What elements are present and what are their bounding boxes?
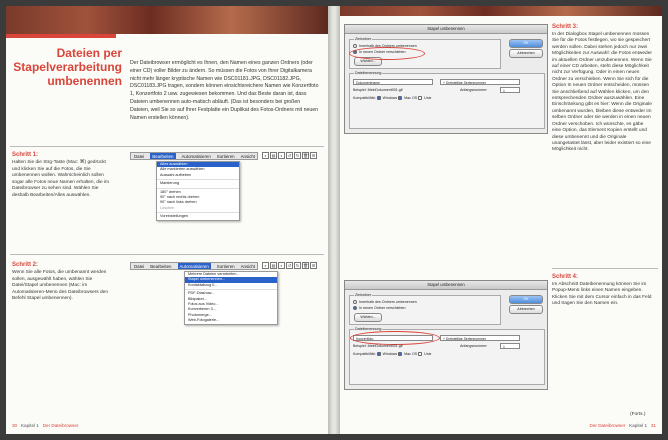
step2-text: Wenn Sie alle Fotos, die umbenannt werden sollen, ausgewählt haben, wählen Sie Datei/Stapel umbenennen (Mac: im Automatisieren-Menü des Dateibrowsers den Befehl Stapel umbenennen). [12,270,108,302]
view-icon[interactable]: ▤ [271,153,276,158]
menu-item[interactable]: 90° nach links drehen [160,200,197,205]
menu-icon[interactable]: ☰ [311,263,316,268]
highlight-ellipse [350,331,440,345]
menu-sortieren[interactable]: Sortieren [216,264,235,269]
header-photo [6,6,328,34]
menu-item[interactable]: Konvertieren 3... [188,307,216,312]
dialog-title: Stapel umbenennen [345,25,547,34]
menu-item[interactable]: Löschen [160,205,175,210]
page-number: 31 [650,423,656,428]
naming-group [349,73,545,129]
ok-button[interactable]: OK [509,295,543,304]
compat-mac-label: Mac OS [404,96,418,100]
menu-separator [157,212,239,213]
option-label: In neuen Ordner verschieben [359,306,406,310]
header-photo [340,6,662,16]
group-label: Zielordner [355,293,372,297]
left-page [6,6,328,434]
menu-item[interactable]: Stapel umbenennen... [185,277,277,282]
book-fold [328,6,340,434]
radio-icon [353,300,357,304]
option-label: Innerhalb des Ordners umbenennen [359,44,417,48]
search-icon[interactable]: ⌕ [262,262,269,269]
menu-item[interactable]: Alle markierten auswählen [160,167,205,172]
checkbox-unix[interactable] [418,96,422,100]
menu-item[interactable]: Kontaktabzug II... [188,282,218,287]
cancel-button[interactable]: Abbrechen [509,305,543,314]
menu-item[interactable]: Mehrere Dateien verarbeiten... [188,272,240,276]
menu-item[interactable]: Voreinstellungen [160,214,189,219]
compat-label: Kompatibilität: [353,352,376,356]
compat-windows-label: Windows [382,352,398,356]
dialog-title: Stapel umbenennen [345,281,547,290]
right-text-column [552,24,652,154]
step4-heading: Schritt 4: [552,274,579,280]
group-label: Dateibenennung [355,327,382,331]
menu-ansicht[interactable]: Ansicht [240,264,256,269]
title-accent-bar [6,34,116,38]
toolbar-1 [262,152,317,160]
compat-windows-label: Windows [382,96,398,100]
menu-item[interactable]: Auswahl aufheben [160,172,192,177]
menu-item[interactable]: Fotos aus Video... [188,302,219,307]
flag-icon[interactable]: ◐ [278,262,285,269]
choose-button[interactable]: Wählen... [354,313,382,322]
title-line: umbenennen [47,74,122,88]
menu-item[interactable]: PDF-Diashow... [188,291,215,296]
option-rename-same-folder[interactable] [353,300,417,304]
checkbox-windows[interactable] [377,96,381,100]
radio-icon [353,44,357,48]
checkbox-mac[interactable] [398,96,402,100]
trash-icon[interactable]: 🗑 [303,153,309,158]
page-title [12,46,122,88]
trash-icon[interactable]: 🗑 [303,263,309,268]
chapter-label: Kapitel 1 [20,423,39,428]
serial-field[interactable]: + Dreistellige Seriennummer [440,79,520,85]
rotate-left-icon[interactable]: ↺ [287,263,292,268]
start-number-label: Anfangsnummer: [460,344,488,348]
start-number-field[interactable]: 1 [500,87,520,93]
chapter-label: Kapitel 1 [629,423,648,428]
right-footer [590,423,656,428]
menu-icon[interactable]: ☰ [311,153,316,158]
batch-rename-dialog-2 [344,280,548,390]
divider [10,254,324,255]
compat-unix-label: Unix [424,96,432,100]
menu-bearbeiten[interactable]: Bearbeiten [152,154,174,159]
menu-item[interactable]: 180° drehen [160,189,181,194]
rotate-right-icon[interactable]: ↻ [295,263,300,268]
example-value: MeinDokument001.gif [367,344,403,348]
left-footer [12,423,78,428]
choose-button[interactable]: Wählen... [354,57,382,66]
rotate-right-icon[interactable]: ↻ [295,153,300,158]
example-value: MeinDokument001.gif [367,88,403,92]
right-text-column-2 [552,274,652,308]
chapter-title: Der Dateibrowser [589,423,626,428]
example-label: Beispiel: [353,88,367,92]
example-row [353,344,403,348]
step1-heading: Schritt 1: [12,152,39,158]
menu-bearbeiten[interactable]: Bearbeiten [150,264,172,269]
menu-item[interactable]: 90° nach rechts drehen [160,195,200,200]
menu-automatisieren[interactable]: Automatisieren [179,264,209,269]
view-icon[interactable]: ▤ [271,263,276,268]
menu-item[interactable]: Markierung [160,181,179,186]
compat-unix-label: Unix [424,352,432,356]
destination-group [349,295,501,325]
menu-separator [157,188,239,189]
bearbeiten-dropdown [156,161,240,221]
radio-icon [353,306,357,310]
menu-sortieren[interactable]: Sortieren [216,154,235,159]
menu-separator [157,179,239,180]
batch-rename-dialog-1 [344,24,548,134]
menu-datei[interactable]: Datei [134,154,145,159]
group-label: Zielordner [355,37,372,41]
example-row [353,88,403,92]
chapter-title: Der Dateibrowser [42,423,79,428]
step4-text: Im Abschnitt Dateibenennung können Sie im Popup-Menü links einen Namen eingeben. Klicken Sie mit dem Cursor einfach in das Feld und tragen Sie den Namen ein. [552,282,652,307]
toolbar-2 [262,262,317,270]
continued-label: (Forts.) [630,412,646,417]
name-field[interactable]: Konzertfoto [353,335,433,341]
menubar-1 [130,152,258,160]
menu-item[interactable]: Bildpaket... [188,296,207,301]
step3-text: In der Dialogbox Stapel umbenennen müssen Sie für die Fotos festlegen, wo sie gespeichert werden sollen. Dabei stehen jedoch nur zwei Möglichkeiten zur Auswahl: die Fotos entweder im aktuellen Ordner umzubenennen. Wenn Sie auf einer CD arbeiten, steht diese Möglichkeit nicht zur Verfügung. Oder in einen neuen Ordner zu verschieben. Wenn Sie sich für die Option In neuen Ordner entscheiden, müssen Sie anschließend auf Wählen klicken, um den entsprechenden Ordner auszuwählen. Eine Einschränkung gibt es hier: Wenn die Originale umbenannt wurden, bleiben diese entweder im selben Ordner oder sie werden in einen neuen Ordner verschoben. Ich wünschte, es gäbe eine Option, das Element Kopien erstellt und diese umbenennt und die Originale unangetastet lässt, aber leider existiert so eine Möglichkeit nicht. [552,32,652,153]
ok-button[interactable]: OK [509,39,543,48]
option-move-new-folder[interactable] [353,306,406,310]
menu-item[interactable]: Photomerge... [188,312,212,317]
start-number-label: Anfangsnummer: [460,88,488,92]
start-number-field[interactable]: 1 [500,343,520,349]
checkbox-unix[interactable] [418,352,422,356]
cancel-button[interactable]: Abbrechen [509,49,543,58]
option-label: Innerhalb des Ordners umbenennen [359,300,417,304]
intro-text: Der Dateibrowser ermöglicht es Ihnen, den Namen eines ganzen Ordners (oder einer CD) voller Bilder zu ändern. So müssen die Fotos von Ihrer Digitalkamera nicht mehr länger kryptische Namen wie DSC01181.JPG, DSC01182.JPG, DSC01183.JPG tragen, sondern können einsichtsreichere Namen wie Konzertfoto 1, Konzertfoto 2 usw. zugewiesen bekommen. Und das Beste daran ist, dass Dateien umbenennen auto-matisch abläuft. (Das ist besonders bei großen Dateien, weil Sie so auf Ihrer Festplatte ein Duplikat des Fotos-Ordners mit neuen Namen erstellen können). [130,60,319,121]
divider [10,146,324,147]
menu-item[interactable]: Alles auswählen [157,162,239,167]
serial-field[interactable]: + Dreistellige Seriennummer [440,335,520,341]
menu-datei[interactable]: Datei [134,264,145,269]
checkbox-mac[interactable] [398,352,402,356]
title-line: Stapelverarbeitung [13,60,122,74]
right-page [340,6,662,434]
compat-mac-label: Mac OS [404,352,418,356]
automatisieren-dropdown [184,271,278,325]
menubar-2 [130,262,258,270]
page-number: 30 [12,423,18,428]
menu-item[interactable]: Web-Fotogalerie... [188,318,220,323]
menu-separator [185,289,277,290]
divider [552,268,658,269]
example-label: Beispiel: [353,344,367,348]
name-field[interactable]: Dokumentname [353,79,433,85]
menu-ansicht[interactable]: Ansicht [240,154,256,159]
naming-group [349,329,545,385]
group-label: Dateibenennung [355,71,382,75]
title-line: Dateien per [56,46,122,60]
menu-automatisieren[interactable]: Automatisieren [181,154,211,159]
search-icon[interactable]: ⌕ [262,152,269,159]
flag-icon[interactable]: ◐ [278,152,285,159]
highlight-ellipse [349,47,425,60]
rotate-left-icon[interactable]: ↺ [287,153,292,158]
step2-heading: Schritt 2: [12,262,39,268]
step1-text: Halten Sie die Strg-Taste (Mac: ⌘) gedrückt und klicken Sie auf die Fotos, die Sie umbenennen wollen. Wahrscheinlich sollen sogar alle Fotos neue Namen erhalten, die im Dateibrowser zu sehen sind. Wählen Sie deshalb Bearbeiten/Alles auswählen. [12,160,110,198]
checkbox-windows[interactable] [377,352,381,356]
compat-label: Kompatibilität: [353,96,376,100]
compat-row [353,352,431,356]
step3-heading: Schritt 3: [552,24,579,30]
compat-row [353,96,431,100]
option-label: In neuen Ordner verschieben [359,50,406,54]
